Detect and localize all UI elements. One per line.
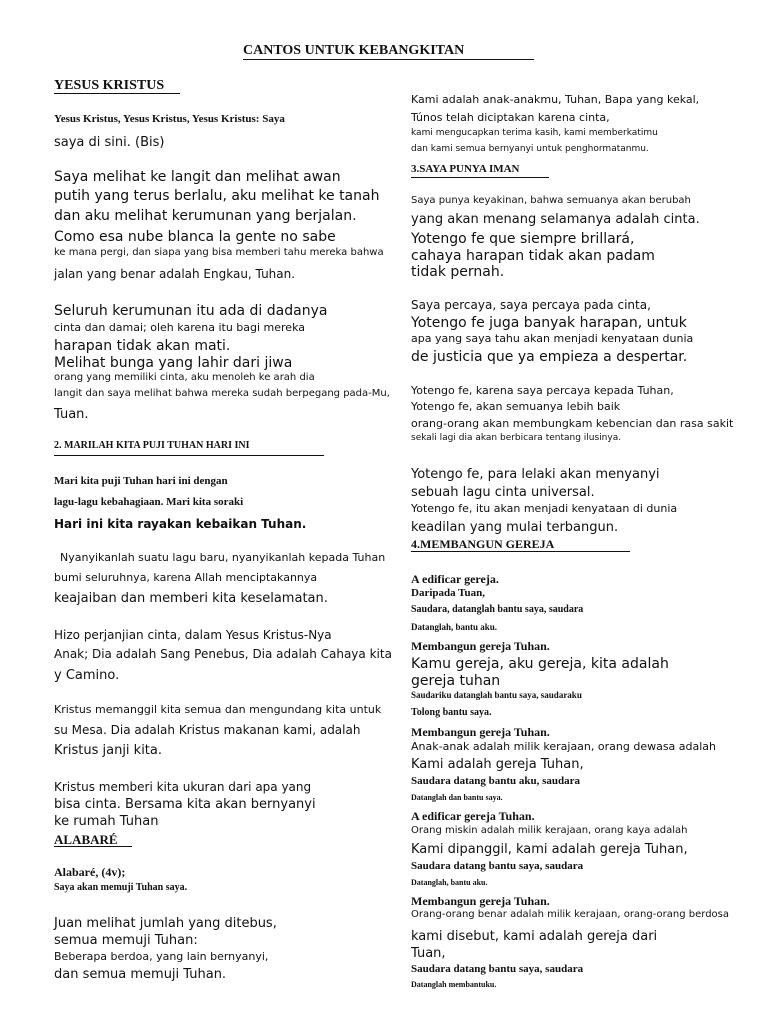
song-3-heading-underline (54, 846, 132, 847)
song-1-verse-line: putih yang terus berlalu, aku melihat ke tanah (54, 188, 380, 204)
song-5-line: Kamu gereja, aku gereja, kita adalah (411, 656, 669, 672)
intro-line: Kami adalah anak-anakmu, Tuhan, Bapa yang kekal, (411, 93, 700, 106)
song-2-verse-line: bisa cinta. Bersama kita akan bernyanyi (54, 797, 316, 812)
song-4-verse-line: orang-orang akan membungkam kebencian dan rasa sakit (411, 417, 734, 430)
song-3-verse-line: Juan melihat jumlah yang ditebus, (54, 916, 277, 931)
song-5-line: Daripada Tuan, (411, 587, 485, 599)
song-4-verse-line: Yotengo fe, para lelaki akan menyanyi (411, 467, 660, 482)
song-5-line: Membangun gereja Tuhan. (411, 639, 550, 653)
song-5-line: Saudariku datanglah bantu saya, saudaraku (411, 690, 582, 700)
song-3-verse-line: semua memuji Tuhan: (54, 933, 198, 948)
song-4-verse-line: de justicia que ya empieza a despertar. (411, 349, 688, 365)
song-1-verse-line: cinta dan damai; oleh karena itu bagi mereka (54, 321, 305, 334)
song-1-chorus-line: Yesus Kristus, Yesus Kristus, Yesus Kristus: Saya (54, 113, 285, 125)
song-5-line: Membangun gereja Tuhan. (411, 725, 550, 739)
song-1-heading-underline (54, 93, 180, 94)
song-1-verse-line: orang yang memiliki cinta, aku menoleh ke arah dia (54, 372, 315, 383)
song-2-chorus-line: Hari ini kita rayakan kebaikan Tuhan. (54, 517, 307, 531)
song-4-heading: 3.SAYA PUNYA IMAN (411, 163, 520, 175)
song-5-line: Saudara datang bantu saya, saudara (411, 963, 584, 975)
song-5-line: Saudara datang bantu saya, saudara (411, 860, 584, 872)
song-3-heading: ALABARÉ (54, 832, 118, 847)
song-4-verse-line: Yotengo fe, akan semuanya lebih baik (411, 400, 621, 413)
song-5-line: Saudara, datanglah bantu saya, saudara (411, 604, 584, 615)
song-4-verse-line: yang akan menang selamanya adalah cinta. (411, 212, 700, 227)
song-2-chorus-line: Mari kita puji Tuhan hari ini dengan (54, 475, 228, 487)
song-2-verse-line: keajaiban dan memberi kita keselamatan. (54, 591, 328, 606)
song-3-verse-line: Beberapa berdoa, yang lain bernyanyi, (54, 950, 269, 963)
song-5-line: Orang miskin adalah milik kerajaan, orang kaya adalah (411, 825, 688, 836)
song-4-verse-line: keadilan yang mulai terbangun. (411, 520, 619, 535)
song-4-verse-line: apa yang saya tahu akan menjadi kenyataan dunia (411, 332, 694, 345)
song-1-verse-line: dan aku melihat kerumunan yang berjalan. (54, 208, 357, 224)
song-2-verse-line: Anak; Dia adalah Sang Penebus, Dia adalah Cahaya kita (54, 647, 392, 661)
song-4-verse-line: Yotengo fe, itu akan menjadi kenyataan di dunia (411, 502, 678, 515)
song-2-verse-line: Kristus janji kita. (54, 743, 163, 758)
song-4-verse-line: tidak pernah. (411, 264, 505, 280)
song-1-verse-line: jalan yang benar adalah Engkau, Tuhan. (54, 267, 296, 281)
song-2-verse-line: Kristus memberi kita ukuran dari apa yang (54, 780, 312, 794)
song-4-heading-underline (411, 177, 549, 178)
song-4-verse-line: Yotengo fe, karena saya percaya kepada Tuhan, (411, 384, 674, 397)
song-2-verse-line: su Mesa. Dia adalah Kristus makanan kami, adalah (54, 723, 361, 737)
song-5-line: Datanglah dan bantu saya. (411, 793, 503, 802)
song-5-line: Datanglah, bantu aku. (411, 878, 488, 887)
song-2-verse-line: Nyanyikanlah suatu lagu baru, nyanyikanlah kepada Tuhan (60, 551, 386, 564)
song-4-verse-line: sebuah lagu cinta universal. (411, 485, 595, 500)
song-5-line: kami disebut, kami adalah gereja dari (411, 929, 658, 944)
song-4-verse-line: cahaya harapan tidak akan padam (411, 248, 655, 264)
title-underline (243, 59, 534, 60)
song-2-verse-line: Hizo perjanjian cinta, dalam Yesus Kristus-Nya (54, 628, 332, 642)
intro-line: kami mengucapkan terima kasih, kami memberkatimu (411, 128, 658, 138)
song-4-verse-line: Saya percaya, saya percaya pada cinta, (411, 298, 651, 312)
song-5-line: Kami dipanggil, kami adalah gereja Tuhan, (411, 842, 688, 857)
song-4-verse-line: Yotengo fe que siempre brillará, (411, 231, 635, 247)
song-5-line: Tuan, (411, 946, 446, 961)
song-1-verse-line: Como esa nube blanca la gente no sabe (54, 229, 336, 245)
song-2-verse-line: bumi seluruhnya, karena Allah menciptakannya (54, 571, 318, 584)
song-5-line: Kami adalah gereja Tuhan, (411, 757, 584, 772)
song-5-heading-underline (411, 551, 630, 552)
song-1-verse-line: ke mana pergi, dan siapa yang bisa memberi tahu mereka bahwa (54, 247, 384, 258)
song-5-line: Membangun gereja Tuhan. (411, 894, 550, 908)
song-1-heading: YESUS KRISTUS (54, 78, 165, 93)
song-5-line: Orang-orang benar adalah milik kerajaan, orang-orang berdosa (411, 909, 729, 920)
song-5-line: gereja tuhan (411, 673, 501, 689)
song-3-verse-line: dan semua memuji Tuhan. (54, 967, 227, 982)
song-3-chorus-line: Saya akan memuji Tuhan saya. (54, 882, 188, 893)
song-5-line: Datanglah, bantu aku. (411, 622, 498, 632)
song-3-chorus-line: Alabaré, (4v); (54, 865, 126, 879)
song-1-verse-line: langit dan saya melihat bahwa mereka sudah berpegang pada-Mu, (54, 388, 390, 399)
intro-line: Túnos telah diciptakan karena cinta, (411, 111, 610, 124)
song-4-verse-line: Saya punya keyakinan, bahwa semuanya akan berubah (411, 195, 691, 206)
song-5-line: A edificar gereja Tuhan. (411, 809, 535, 823)
song-5-line: A edificar gereja. (411, 572, 499, 586)
song-1-verse-line: Saya melihat ke langit dan melihat awan (54, 169, 341, 185)
song-1-verse-line: Tuan. (54, 407, 89, 422)
song-1-chorus-line: saya di sini. (Bis) (54, 135, 165, 150)
song-2-verse-line: Kristus memanggil kita semua dan mengundang kita untuk (54, 703, 382, 716)
song-1-verse-line: Seluruh kerumunan itu ada di dadanya (54, 303, 328, 319)
song-1-verse-line: harapan tidak akan mati. (54, 338, 231, 354)
song-2-verse-line: ke rumah Tuhan (54, 814, 159, 829)
song-5-heading: 4.MEMBANGUN GEREJA (411, 537, 555, 551)
song-4-verse-line: sekali lagi dia akan berbicara tentang ilusinya. (411, 433, 622, 443)
song-2-verse-line: y Camino. (54, 668, 120, 683)
song-1-verse-line: Melihat bunga yang lahir dari jiwa (54, 355, 293, 371)
song-2-chorus-line: lagu-lagu kebahagiaan. Mari kita soraki (54, 496, 244, 508)
intro-line: dan kami semua bernyanyi untuk penghormatanmu. (411, 144, 649, 154)
song-4-verse-line: Yotengo fe juga banyak harapan, untuk (411, 315, 687, 331)
song-2-heading-underline (54, 455, 324, 456)
song-5-line: Anak-anak adalah milik kerajaan, orang dewasa adalah (411, 740, 717, 753)
page-title: CANTOS UNTUK KEBANGKITAN (243, 43, 465, 58)
song-2-heading: 2. MARILAH KITA PUJI TUHAN HARI INI (54, 440, 250, 451)
song-5-line: Saudara datang bantu aku, saudara (411, 775, 581, 787)
song-5-line: Datanglah membantuku. (411, 980, 497, 989)
song-5-line: Tolong bantu saya. (411, 707, 492, 718)
